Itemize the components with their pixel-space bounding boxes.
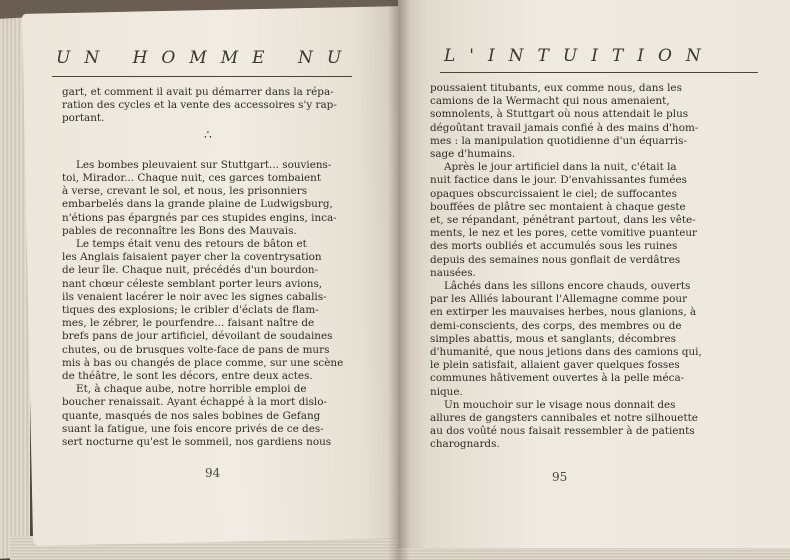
text-line: Le temps était venu des retours de bâton et	[76, 238, 307, 251]
right-running-head: L'INTUITION	[444, 46, 715, 66]
left-head-rule	[52, 76, 352, 77]
text-line: de théâtre, le sont les décors, entre deux actes.	[62, 370, 313, 383]
text-line: mis à bas ou changés de place comme, sur une scène	[62, 356, 344, 369]
left-page-text	[62, 86, 354, 449]
text-line: sert nocturne qu'est le sommeil, nos gardiens nous	[62, 436, 332, 449]
text-line: Les bombes pleuvaient sur Stuttgart... souviens-	[76, 158, 332, 171]
text-line: opaques obscurcissaient le ciel; de suffocantes	[430, 187, 677, 200]
text-line: ments, le nez et les pores, cette vomitive puanteur	[430, 227, 698, 240]
text-line: en extirper les mauvaises herbes, nous glanions, à	[430, 306, 697, 319]
text-line: mes : la manipulation quotidienne d'un équarris-	[430, 134, 687, 147]
text-line: allures de gangsters cannibales et notre silhouette	[430, 412, 698, 425]
text-line: à verse, crevant le sol, et nous, les prisonniers	[62, 185, 308, 198]
text-line: nique.	[430, 385, 463, 398]
right-head-rule	[440, 72, 758, 73]
text-line: nausées.	[430, 266, 476, 279]
text-line: gart, et comment il avait pu démarrer dans la répa-	[62, 86, 334, 98]
text-line: communes hâtivement ouvertes à la pelle méca-	[430, 372, 685, 385]
text-line: charognards.	[430, 438, 500, 451]
text-line: toi, Mirador... Chaque nuit, ces garces tombaient	[62, 172, 322, 185]
text-line: Un mouchoir sur le visage nous donnait des	[444, 398, 676, 411]
text-line: quante, masqués de nos sales bobines de Gefang	[62, 409, 321, 422]
text-line: par les Alliés labourant l'Allemagne comme pour	[430, 293, 688, 306]
text-line: bouffées de plâtre sec montaient à chaque geste	[430, 200, 686, 213]
text-line: sage d'humains.	[430, 148, 516, 161]
text-line: ils venaient lacérer le noir avec les signes cabalis-	[62, 290, 327, 303]
section-break-dinkus: ∴	[204, 128, 212, 142]
text-line: poussaient titubants, eux comme nous, dans les	[430, 82, 682, 94]
text-line: suant la fatigue, une fois encore privés de ce des-	[62, 422, 324, 435]
text-line: mes, le zébrer, le pourfendre... faisant naître de	[62, 317, 315, 330]
text-line: Lâchés dans les sillons encore chauds, ouverts	[444, 280, 691, 293]
text-line: demi-conscients, des corps, des membres ou de	[430, 319, 682, 332]
text-line: d'humanité, que nous jetions dans des camions qui,	[430, 346, 702, 359]
text-line: portant.	[62, 112, 105, 125]
text-line: et, se répandant, pénétrant partout, dans les vête-	[430, 214, 696, 227]
text-line: Et, à chaque aube, notre horrible emploi de	[76, 383, 307, 396]
text-line: les Anglais faisaient payer cher la coventrysation	[62, 251, 322, 264]
text-line: de leur île. Chaque nuit, précédés d'un bourdon-	[62, 264, 319, 277]
text-line: Après le jour artificiel dans la nuit, c'était la	[444, 161, 677, 174]
text-line: somnolents, à Stuttgart où nous attendait le plus	[430, 108, 689, 121]
left-running-head: UN HOMME NU	[56, 48, 356, 68]
text-line: chutes, ou de brusques volte-face de pans de murs	[62, 343, 330, 356]
text-line: tiques des explosions; le cribler d'éclats de flam-	[62, 304, 319, 317]
text-line: le plein satisfait, allaient gaver quelques fosses	[430, 359, 680, 372]
text-line: n'étions pas épargnés par ces stupides engins, inca-	[62, 211, 337, 224]
text-line: depuis des semaines nous gonflait de verdâtres	[430, 253, 681, 266]
text-line: au dos voûté nous faisait ressembler à de patients	[430, 425, 695, 438]
right-page-number: 95	[552, 470, 568, 484]
text-line: simples abattis, mous et sanglants, décombres	[430, 332, 677, 345]
text-line: dégoûtant travail jamais confié à des mains d'hom-	[430, 121, 699, 134]
text-line: des morts oubliés et accumulés sous les ruines	[430, 240, 678, 253]
text-line: camions de la Wermacht qui nous amenaient,	[430, 95, 670, 108]
right-page-text	[430, 82, 748, 452]
text-line: boucher renaissait. Ayant échappé à la mort dislo-	[62, 396, 328, 409]
book-gutter	[388, 0, 410, 560]
text-line: embarbelés dans la grande plaine de Ludwigsburg,	[62, 198, 333, 211]
text-line: nuit factice dans le jour. D'envahissantes fumées	[430, 174, 688, 187]
text-line: pables de reconnaître les Bons des Mauvais.	[62, 224, 297, 237]
text-line: nant chœur céleste semblant porter leurs avions,	[62, 277, 323, 290]
left-page-number: 94	[205, 466, 221, 480]
blank-line	[62, 146, 354, 159]
text-line: ration des cycles et la vente des accessoires s'y rap-	[62, 99, 337, 112]
text-line: brefs pans de jour artificiel, dévoilant de soudaines	[62, 330, 333, 343]
